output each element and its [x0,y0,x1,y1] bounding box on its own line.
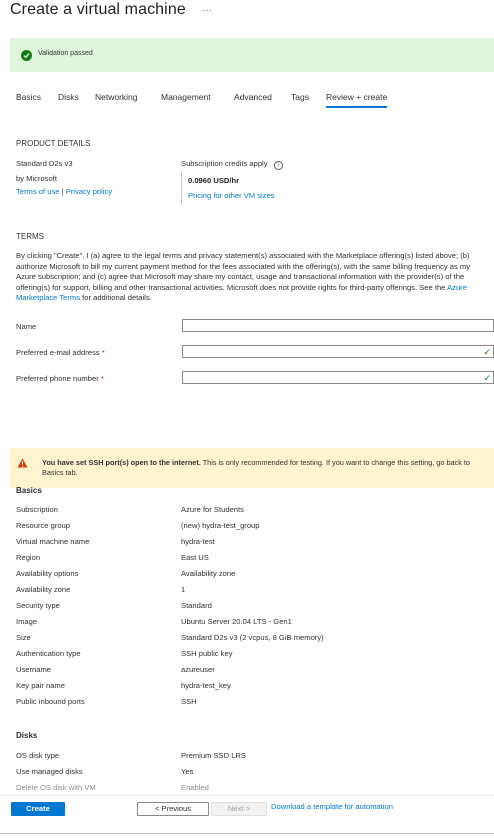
summary-key: Public inbound ports [16,697,85,706]
required-marker: * [101,348,105,357]
summary-value: (new) hydra-test_group [181,521,260,530]
warning-text [42,458,487,478]
summary-key: Region [16,553,41,562]
checkmark-circle-icon [21,50,32,61]
price-box [181,171,482,205]
summary-value: Standard D2s v3 (2 vcpus, 8 GiB memory) [181,633,324,642]
create-button[interactable]: Create [11,802,65,816]
summary-value: hydra-test [181,537,215,546]
validation-banner [10,38,494,72]
ssh-warning-banner [10,448,494,488]
bottom-divider [0,833,494,834]
price-value: 0.0960 USD/hr [188,176,240,185]
summary-key: Resource group [16,521,71,530]
terms-tail: for additional details. [80,293,152,303]
summary-value: Yes [181,767,194,776]
summary-key: Availability zone [16,585,71,594]
privacy-policy-link[interactable]: Privacy policy [65,187,113,196]
summary-value: SSH public key [181,649,233,658]
summary-key: OS disk type [16,751,60,760]
valid-check-icon: ✓ [483,373,491,383]
link-separator: | [61,187,64,196]
tab-management[interactable]: Management [161,92,211,102]
summary-key: Key pair name [16,681,65,690]
credits-label: Subscription credits apply [181,159,268,168]
terms-body: By clicking "Create", I (a) agree to the legal terms and privacy statement(s) associated with the Marketplace offering(s) listed above; (b) authorize Microsoft to bill my current payment method for the fees associated with the offering(s), with the same billing frequency as my Azure subscription; and (c) agree that Microsoft may share my contact, usage and transactional information with the provider(s) of the offering(s) for support, billing and other transactional activities. Microsoft does not provide rights for third-party offerings. See the [16,251,471,292]
validation-message: Validation passed [38,50,93,57]
summary-key: Availability options [16,569,79,578]
email-label-text: Preferred e-mail address [16,348,100,357]
summary-value: Premium SSD LRS [181,751,246,760]
tab-disks[interactable]: Disks [58,92,79,102]
tab-networking[interactable]: Networking [95,92,138,102]
warning-icon [17,458,28,470]
phone-label-text: Preferred phone number [16,374,99,383]
summary-value: Azure for Students [181,505,244,514]
summary-value: Enabled [181,783,209,792]
pricing-link[interactable]: Pricing for other VM sizes [188,191,275,200]
terms-text [16,251,488,304]
summary-key: Use managed disks [16,767,83,776]
summary-value: Availability zone [181,569,236,578]
summary-key: Authentication type [16,649,81,658]
product-publisher: by Microsoft [16,174,57,183]
email-input[interactable] [182,345,494,358]
tab-review-create[interactable]: Review + create [326,92,387,108]
required-marker: * [100,374,104,383]
summary-key: Size [16,633,31,642]
summary-value: Ubuntu Server 20.04 LTS - Gen1 [181,617,292,626]
summary-key: Subscription [16,505,58,514]
summary-key: Security type [16,601,60,610]
terms-heading: TERMS [16,232,44,241]
summary-key: Virtual machine name [16,537,90,546]
marketplace-terms-link[interactable]: Azure Marketplace Terms [16,282,467,303]
disks-heading: Disks [16,731,38,740]
summary-value: 1 [181,585,186,594]
tab-basics[interactable]: Basics [16,92,42,102]
info-icon[interactable]: i [274,161,283,170]
terms-of-use-link[interactable]: Terms of use [16,187,60,196]
summary-value: East US [181,553,209,562]
name-label: Name [16,322,37,331]
tab-advanced[interactable]: Advanced [234,92,272,102]
summary-value: Standard [181,601,212,610]
next-button[interactable]: Next > [211,802,267,816]
summary-key: Delete OS disk with VM [16,783,96,792]
summary-key: Image [16,617,38,626]
valid-check-icon: ✓ [483,347,491,357]
page-title: Create a virtual machine [10,1,186,18]
tab-tags[interactable]: Tags [291,92,309,102]
warning-bold-text: You have set SSH port(s) open to the internet. [42,458,201,467]
name-input[interactable] [182,319,494,332]
previous-button[interactable]: < Previous [137,802,209,816]
summary-key: Username [16,665,52,674]
warning-detail-text: This is only recommended for testing. If you want to change this setting, go back to Basics tab. [42,458,470,477]
summary-value: SSH [181,697,197,706]
summary-value: azureuser [181,665,215,674]
product-links [16,187,112,196]
email-label [16,348,105,357]
product-details-heading: PRODUCT DETAILS [16,139,91,148]
basics-heading: Basics [16,486,42,495]
footer-bar [0,795,494,838]
phone-input[interactable] [182,371,494,384]
phone-label [16,374,104,383]
credits-label-row [181,159,283,170]
summary-value: hydra-test_key [181,681,231,690]
product-name: Standard D2s v3 [16,159,73,168]
more-options-button[interactable]: ··· [202,5,212,16]
download-template-link[interactable]: Download a template for automation [271,802,393,811]
